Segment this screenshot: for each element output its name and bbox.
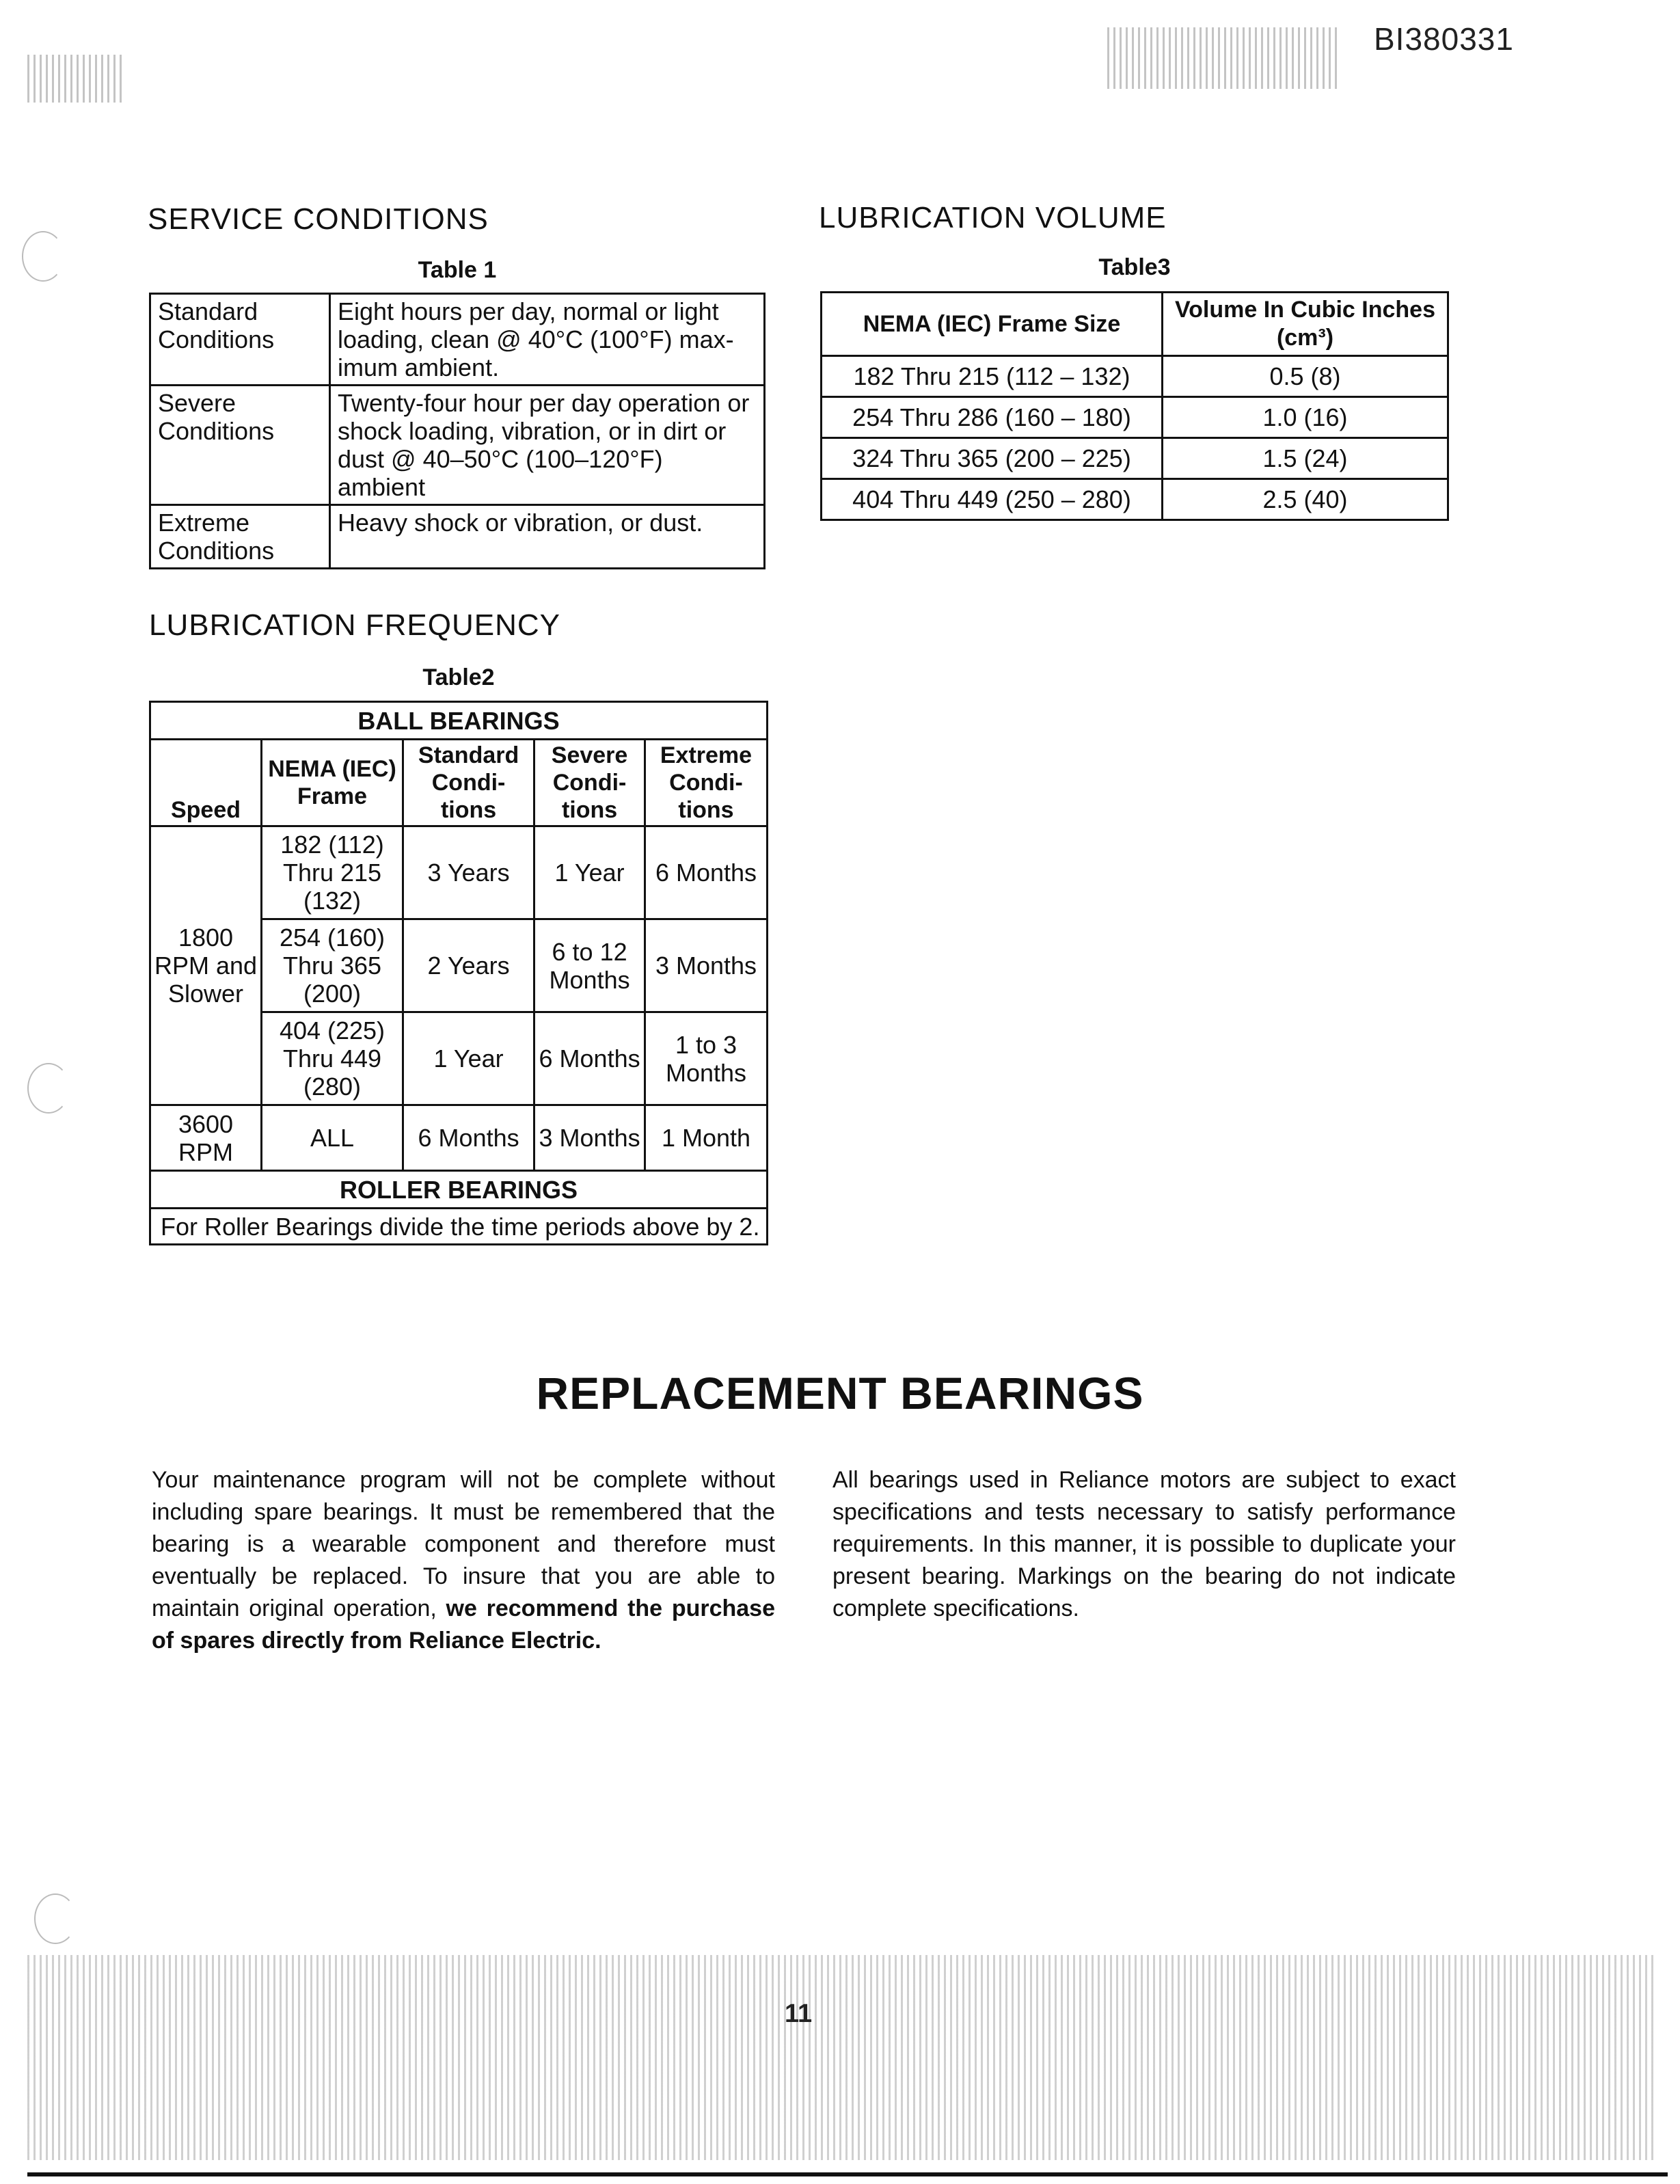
volume-cell: 1.0 (16) — [1163, 397, 1448, 438]
hole-punch-middle — [27, 1063, 70, 1114]
table-band-row — [150, 1171, 768, 1209]
table-band-row — [150, 702, 768, 740]
extreme-cell: 6 Months — [645, 826, 767, 919]
replacement-bearings-title: REPLACEMENT BEARINGS — [536, 1368, 1144, 1418]
severe-cell: 1 Year — [534, 826, 645, 919]
speed-header: Speed — [150, 740, 262, 826]
lubrication-frequency-heading: LUBRICATION FREQUENCY — [149, 608, 561, 642]
frame-cell: 182 Thru 215 (112 – 132) — [822, 356, 1163, 397]
description-cell: Twenty-four hour per day operation or shock loading, vibration, or in dirt or dust @ 40–50°C (100–120°F) ambient — [330, 386, 765, 505]
table-row — [150, 1105, 768, 1171]
table-header-row — [150, 740, 768, 826]
volume-header: Volume In Cubic Inches (cm³) — [1163, 293, 1448, 356]
bottom-rule — [27, 2172, 1668, 2176]
service-conditions-heading: SERVICE CONDITIONS — [148, 202, 489, 236]
standard-cell: 6 Months — [403, 1105, 534, 1171]
description-cell: Heavy shock or vibration, or dust. — [330, 505, 765, 569]
table-row — [822, 479, 1448, 520]
scan-noise-bottom — [27, 1955, 1654, 2160]
lubrication-volume-table — [820, 291, 1449, 521]
volume-cell: 1.5 (24) — [1163, 438, 1448, 479]
replacement-left-paragraph — [152, 1464, 775, 1657]
severe-cell: 6 to 12 Months — [534, 919, 645, 1012]
frame-cell: 404 (225) Thru 449 (280) — [262, 1012, 403, 1105]
severe-cell: 6 Months — [534, 1012, 645, 1105]
table-row — [822, 438, 1448, 479]
table-row — [150, 505, 765, 569]
page-number: 11 — [785, 1999, 813, 2028]
frame-cell: ALL — [262, 1105, 403, 1171]
description-cell: Eight hours per day, normal or light loading, clean @ 40°C (100°F) max- imum ambient. — [330, 294, 765, 386]
condition-cell: Extreme Conditions — [150, 505, 330, 569]
extreme-cell: 1 to 3 Months — [645, 1012, 767, 1105]
scan-noise-top — [1107, 27, 1340, 89]
roller-bearings-note: For Roller Bearings divide the time periods above by 2. — [150, 1209, 768, 1245]
standard-header: Standard Condi- tions — [403, 740, 534, 826]
standard-cell: 2 Years — [403, 919, 534, 1012]
scan-noise-topleft — [27, 55, 123, 103]
extreme-cell: 3 Months — [645, 919, 767, 1012]
frame-size-header: NEMA (IEC) Frame Size — [822, 293, 1163, 356]
speed-cell: 1800 RPM and Slower — [150, 826, 262, 1105]
frame-cell: 324 Thru 365 (200 – 225) — [822, 438, 1163, 479]
table-header-row — [822, 293, 1448, 356]
table-row — [150, 826, 768, 919]
hole-punch-bottom — [34, 1893, 77, 1944]
frame-header: NEMA (IEC) Frame — [262, 740, 403, 826]
condition-cell: Standard Conditions — [150, 294, 330, 386]
table3-caption: Table3 — [1098, 254, 1171, 280]
table2-caption: Table2 — [422, 664, 495, 690]
severe-header: Severe Condi- tions — [534, 740, 645, 826]
document-id: BI380331 — [1374, 21, 1514, 57]
extreme-header: Extreme Condi- tions — [645, 740, 767, 826]
volume-cell: 2.5 (40) — [1163, 479, 1448, 520]
frame-cell: 182 (112) Thru 215 (132) — [262, 826, 403, 919]
severe-cell: 3 Months — [534, 1105, 645, 1171]
replacement-right-paragraph: All bearings used in Reliance motors are subject to exact specifications and tests necessary to satisfy performance requirements. In this manner, it is possible to duplicate your present bearing. Markings on the bearing do not indicate complete specifications. — [832, 1467, 1456, 1621]
replacement-left-bold: we recommend the purchase of spares directly from Reliance Electric. — [152, 1595, 775, 1654]
service-conditions-table — [149, 293, 766, 569]
frame-cell: 254 (160) Thru 365 (200) — [262, 919, 403, 1012]
standard-cell: 1 Year — [403, 1012, 534, 1105]
frame-cell: 404 Thru 449 (250 – 280) — [822, 479, 1163, 520]
hole-punch-top — [22, 231, 64, 282]
lubrication-volume-heading: LUBRICATION VOLUME — [819, 201, 1167, 234]
table1-caption: Table 1 — [418, 257, 497, 283]
frame-cell: 254 Thru 286 (160 – 180) — [822, 397, 1163, 438]
condition-cell: Severe Conditions — [150, 386, 330, 505]
standard-cell: 3 Years — [403, 826, 534, 919]
roller-bearings-label: ROLLER BEARINGS — [150, 1171, 768, 1209]
table-row — [150, 294, 765, 386]
volume-cell: 0.5 (8) — [1163, 356, 1448, 397]
table-row — [822, 356, 1448, 397]
lubrication-frequency-table — [149, 701, 768, 1245]
speed-cell: 3600 RPM — [150, 1105, 262, 1171]
table-row — [150, 386, 765, 505]
ball-bearings-label: BALL BEARINGS — [150, 702, 768, 740]
table-row — [822, 397, 1448, 438]
extreme-cell: 1 Month — [645, 1105, 767, 1171]
table-row — [150, 1209, 768, 1245]
replacement-left-text: Your maintenance program will not be complete without including spare bearings. It must be remembered that the bearing is a wearable component and therefore must eventually be replaced. To insure that you are able to maintain original operation, — [152, 1467, 775, 1621]
